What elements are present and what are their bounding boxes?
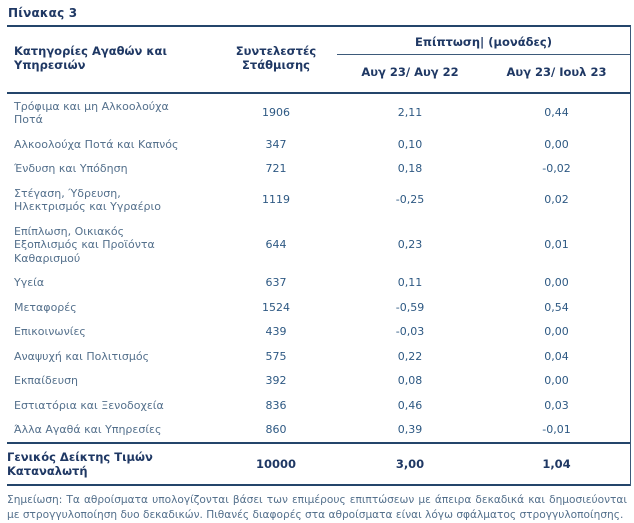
footnote: Σημείωση: Τα αθροίσματα υπολογίζονται βάσει των επιμέρους επιπτώσεων με άπειρα δεκαδικά και δημοσιεύονται με στρογγυλοποίηση δυο δεκαδικών. Πιθανές διαφορές στα αθροίσματα είναι λόγω σφάλματος στρογγυλοποίησης. [7,494,627,521]
table-header [7,27,630,93]
impact-mom-cell: 0,00 [544,374,569,387]
category-cell: Μεταφορές [14,300,77,314]
total-impact-yoy-cell: 3,00 [337,443,483,485]
impact-mom-cell: 0,00 [544,276,569,289]
category-cell: Ένδυση και Υπόδηση [14,162,128,175]
impact-mom-cell: -0,01 [542,423,571,436]
table-row [7,181,630,219]
impact-mom-cell: 0,01 [544,238,569,251]
table-row [7,93,630,132]
table-footer [7,443,630,485]
total-weight-cell: 10000 [215,443,337,485]
table-row [7,219,630,271]
impact-mom-cell: 0,00 [544,137,569,151]
impact-mom-cell: 0,54 [544,300,569,314]
table-row [7,320,630,345]
cpi-impact-table-wrap [7,25,631,486]
table-row [7,157,630,182]
table-row [7,369,630,394]
impact-yoy-cell: 2,11 [397,106,423,120]
cpi-impact-table [7,27,630,486]
weight-cell: 347 [265,137,287,151]
impact-yoy-cell: 0,10 [397,137,423,151]
total-category-cell: Γενικός Δείκτης Τιμών Καταναλωτή [7,443,215,485]
table-row [7,418,630,444]
category-cell: Εστιατόρια και Ξενοδοχεία [14,398,164,412]
header-impact-yoy: Αυγ 23/ Αυγ 22 [337,55,483,94]
category-cell: Άλλα Αγαθά και Υπηρεσίες [14,423,162,436]
weight-cell: 637 [265,276,287,289]
category-cell: Αναψυχή και Πολιτισμός [14,349,150,363]
impact-yoy-cell: 0,08 [397,374,423,387]
impact-yoy-cell: 0,39 [397,423,423,436]
table-row [7,344,630,369]
weight-cell: 439 [265,325,287,338]
category-cell: Τρόφιμα και μη Αλκοολούχα Ποτά [14,99,169,126]
impact-mom-cell: -0,02 [542,162,571,175]
impact-yoy-cell: 0,18 [397,162,423,175]
weight-cell: 1119 [262,193,290,207]
category-cell: Υγεία [14,276,45,289]
header-impact-mom: Αυγ 23/ Ιουλ 23 [483,55,630,94]
category-cell: Επίπλωση, Οικιακός Εξοπλισμός και Προϊόντα Καθαρισμού [14,224,155,265]
header-impact-group: Επίπτωση| (μονάδες) [337,27,630,55]
table-title: Πίνακας 3 [8,6,78,20]
table-row [7,271,630,296]
weight-cell: 721 [265,162,287,175]
header-categories: Κατηγορίες Αγαθών και Υπηρεσιών [7,27,215,93]
impact-mom-cell: 0,44 [544,106,569,120]
weight-cell: 1906 [262,106,290,120]
table-row [7,132,630,157]
category-cell: Εκπαίδευση [14,374,79,387]
total-row [7,443,630,485]
category-cell: Αλκοολούχα Ποτά και Καπνός [14,137,179,151]
weight-cell: 860 [265,423,287,436]
impact-yoy-cell: 0,11 [397,276,423,289]
total-impact-mom-cell: 1,04 [483,443,630,485]
table-row [7,393,630,418]
impact-yoy-cell: 0,23 [397,238,423,251]
weight-cell: 644 [265,238,287,251]
table-row [7,295,630,320]
impact-yoy-cell: -0,59 [395,300,425,314]
table-body [7,93,630,443]
weight-cell: 392 [265,374,287,387]
impact-mom-cell: 0,04 [544,349,569,363]
weight-cell: 836 [265,398,287,412]
impact-yoy-cell: 0,46 [397,398,423,412]
weight-cell: 1524 [262,300,290,314]
category-cell: Στέγαση, Ύδρευση, Ηλεκτρισμός και Υγραέριο [14,186,161,213]
impact-yoy-cell: -0,03 [395,325,425,338]
header-weights: Συντελεστές Στάθμισης [215,27,337,93]
impact-yoy-cell: 0,22 [397,349,423,363]
impact-mom-cell: 0,00 [544,325,569,338]
impact-mom-cell: 0,03 [544,398,569,412]
category-cell: Επικοινωνίες [14,325,86,338]
impact-mom-cell: 0,02 [544,193,569,207]
impact-yoy-cell: -0,25 [395,193,425,207]
weight-cell: 575 [265,349,287,363]
